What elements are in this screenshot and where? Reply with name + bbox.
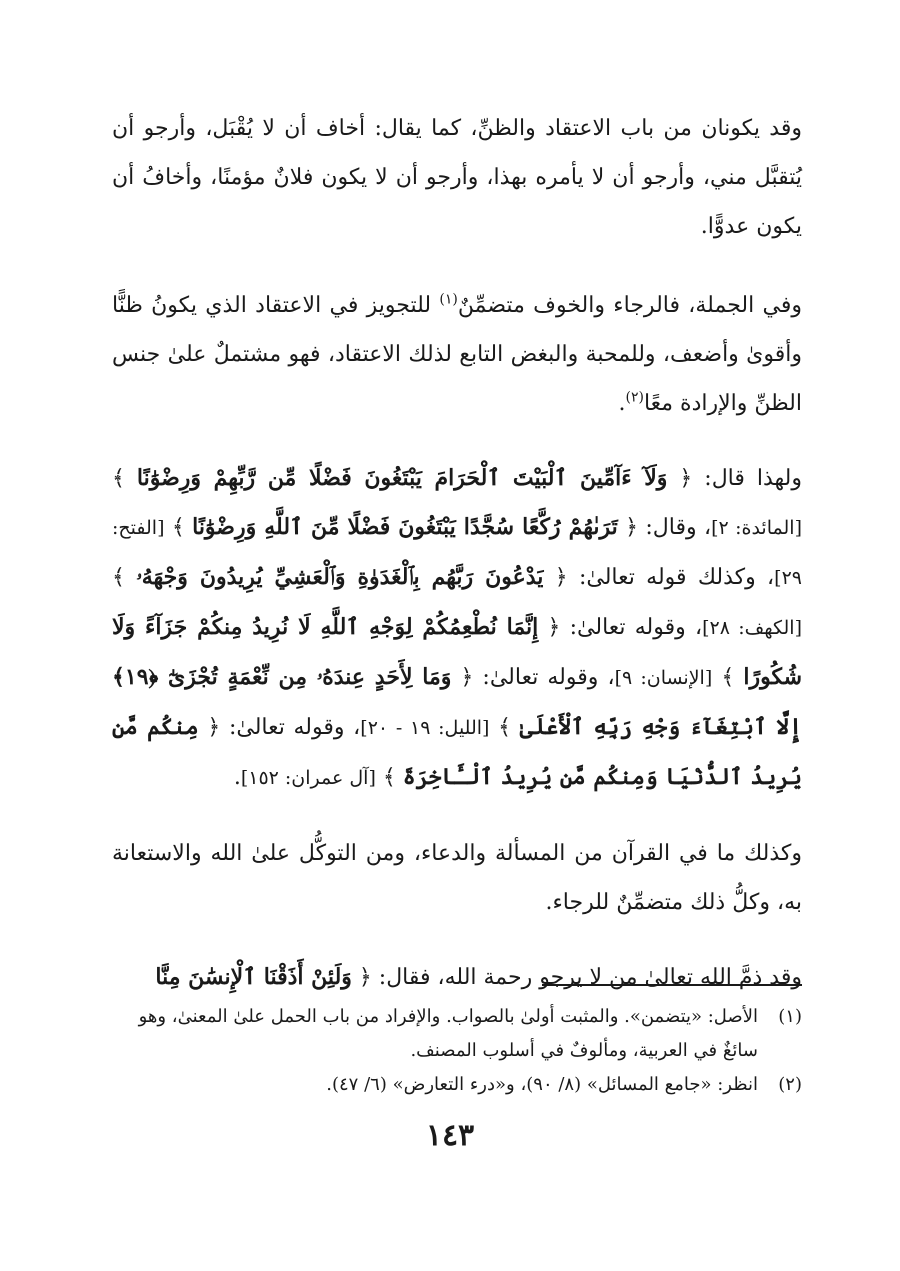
verse-reference-maidah: [المائدة: ٢] bbox=[711, 517, 802, 539]
paragraph-4-text: وكذلك ما في القرآن من المسألة والدعاء، ومن التوكُّل علىٰ الله والاستعانة به، وكلُّ ذلك متضمِّنٌ للرجاء. bbox=[112, 841, 802, 915]
page-body bbox=[112, 104, 802, 1028]
footnote-separator bbox=[542, 984, 802, 986]
quran-open-bracket: ﴿ bbox=[679, 466, 693, 491]
quran-close-bracket: ﴾ bbox=[382, 765, 396, 790]
paragraph-5-text: وقد ذمَّ الله تعالىٰ من لا يرجو رحمة الله، فقال: bbox=[371, 965, 802, 990]
quran-open-bracket: ﴿ bbox=[547, 615, 561, 640]
paragraph-2-text-c: . bbox=[618, 391, 626, 416]
quran-open-bracket: ﴿ bbox=[554, 565, 568, 590]
paragraph-1 bbox=[112, 104, 802, 251]
quran-open-bracket: ﴿ bbox=[207, 715, 221, 740]
quran-verse-maidah: وَلَآ ءَآمِّينَ ٱلْبَيْتَ ٱلْحَرَامَ يَبْتَغُونَ فَضْلًا مِّن رَّبِّهِمْ وَرِضْوَٰنًا bbox=[136, 465, 668, 491]
footnote-ref-2[interactable]: (٢) bbox=[625, 389, 644, 406]
paragraph-3-connector-1: ، وقال: bbox=[638, 515, 712, 540]
quran-close-bracket: ﴾ bbox=[112, 565, 125, 590]
quran-close-bracket: ﴾ bbox=[721, 665, 735, 690]
verse-reference-layl: [الليل: ١٩ - ٢٠] bbox=[360, 717, 490, 739]
quran-open-bracket: ﴿ bbox=[625, 515, 638, 540]
quran-verse-insan: إِنَّمَا نُطْعِمُكُمْ لِوَجْهِ ٱللَّهِ لَا نُرِيدُ مِنكُمْ جَزَآءً وَلَا شُكُورًا bbox=[112, 614, 803, 690]
footnote-ref-1[interactable]: (١) bbox=[439, 291, 458, 308]
quran-verse-kahf: يَدْعُونَ رَبَّهُم بِٱلْغَدَوٰةِ وَٱلْعَشِيِّ يُرِيدُونَ وَجْهَهُۥ bbox=[136, 564, 544, 590]
paragraph-3-connector-2: ، وكذلك قوله تعالىٰ: bbox=[567, 565, 775, 590]
footnote-number: (٢) bbox=[778, 1074, 802, 1095]
verse-reference-insan: [الإنسان: ٩] bbox=[614, 667, 713, 689]
paragraph-2 bbox=[112, 281, 802, 428]
paragraph-3-connector-4: ، وقوله تعالىٰ: bbox=[473, 665, 615, 690]
verse-reference-fath: [الفتح: ٢٩] bbox=[112, 517, 802, 589]
quran-verse-fath: تَرَىٰهُمْ رُكَّعًا سُجَّدًا يَبْتَغُونَ فَضْلًا مِّنَ ٱللَّهِ وَرِضْوَٰنًا bbox=[192, 514, 618, 540]
footnote-text: انظر: «جامع المسائل» (٨/ ٩٠)، و«درء التعارض» (٦/ ٤٧). bbox=[326, 1074, 758, 1095]
paragraph-3-connector-5: ، وقوله تعالىٰ: bbox=[220, 715, 361, 740]
paragraph-3-intro: ولهذا قال: bbox=[692, 466, 802, 491]
page-number: ١٤٣ bbox=[425, 1118, 475, 1153]
footnote-text: الأصل: «يتضمن». والمثبت أولىٰ بالصواب. والإفراد من باب الحمل علىٰ المعنىٰ، وهو سائغٌ في العربية، ومألوفٌ في أسلوب المصنف. bbox=[138, 1006, 758, 1061]
paragraph-3-connector-3: ، وقوله تعالىٰ: bbox=[560, 615, 703, 640]
verse-reference-kahf: [الكهف: ٢٨] bbox=[702, 617, 802, 639]
paragraph-3-end: . bbox=[233, 765, 241, 790]
paragraph-1-text: وقد يكونان من باب الاعتقاد والظنِّ، كما يقال: أخاف أن لا يُقْبَل، وأرجو أن يُتقبَّل مني، وأرجو أن لا يأمره بهذا، وأرجو أن لا يكون فلانٌ مؤمنًا، وأخافُ أن يكون عدوًّا. bbox=[112, 116, 802, 239]
footnotes bbox=[112, 1000, 802, 1102]
paragraph-5 bbox=[112, 953, 802, 1002]
quran-close-bracket: ﴾ bbox=[171, 515, 185, 540]
footnote-item bbox=[112, 1068, 802, 1102]
paragraph-2-text-a: وفي الجملة، فالرجاء والخوف متضمِّنٌ bbox=[457, 293, 802, 318]
quran-open-bracket: ﴿ bbox=[358, 965, 372, 990]
verse-reference-al-imran: [آل عمران: ١٥٢] bbox=[240, 767, 376, 789]
quran-verse-al-imran: مِنكُم مَّن يُرِيدُ ٱلدُّنْيَا وَمِنكُم مَّن يُرِيدُ ٱلْـَٔاخِرَةَ bbox=[112, 714, 802, 790]
quran-close-bracket: ﴾ bbox=[498, 715, 512, 740]
quran-close-bracket: ﴾ bbox=[112, 466, 125, 491]
quran-verse-layl: وَمَا لِأَحَدٍ عِندَهُۥ مِن نِّعْمَةٍ تُجْزَىٰٓ ﴿١٩﴾ إِلَّا ٱبْتِغَآءَ وَجْهِ رَبِّهِ ٱلْأَعْلَىٰ bbox=[112, 664, 803, 740]
quran-open-bracket: ﴿ bbox=[460, 665, 474, 690]
footnote-number: (١) bbox=[778, 1006, 802, 1027]
paragraph-3 bbox=[112, 454, 802, 803]
paragraph-4 bbox=[112, 829, 802, 927]
footnote-item bbox=[112, 1000, 802, 1068]
paragraph-2-text-b: للتجويز في الاعتقاد الذي يكونُ ظنًّا وأقوىٰ وأضعف، وللمحبة والبغض التابع لذلك الاعتقاد، فهو مشتملٌ علىٰ جنس الظنِّ والإرادة معًا bbox=[112, 293, 802, 416]
quran-verse-hud: وَلَئِنْ أَذَقْنَا ٱلْإِنسَٰنَ مِنَّا bbox=[155, 964, 352, 990]
